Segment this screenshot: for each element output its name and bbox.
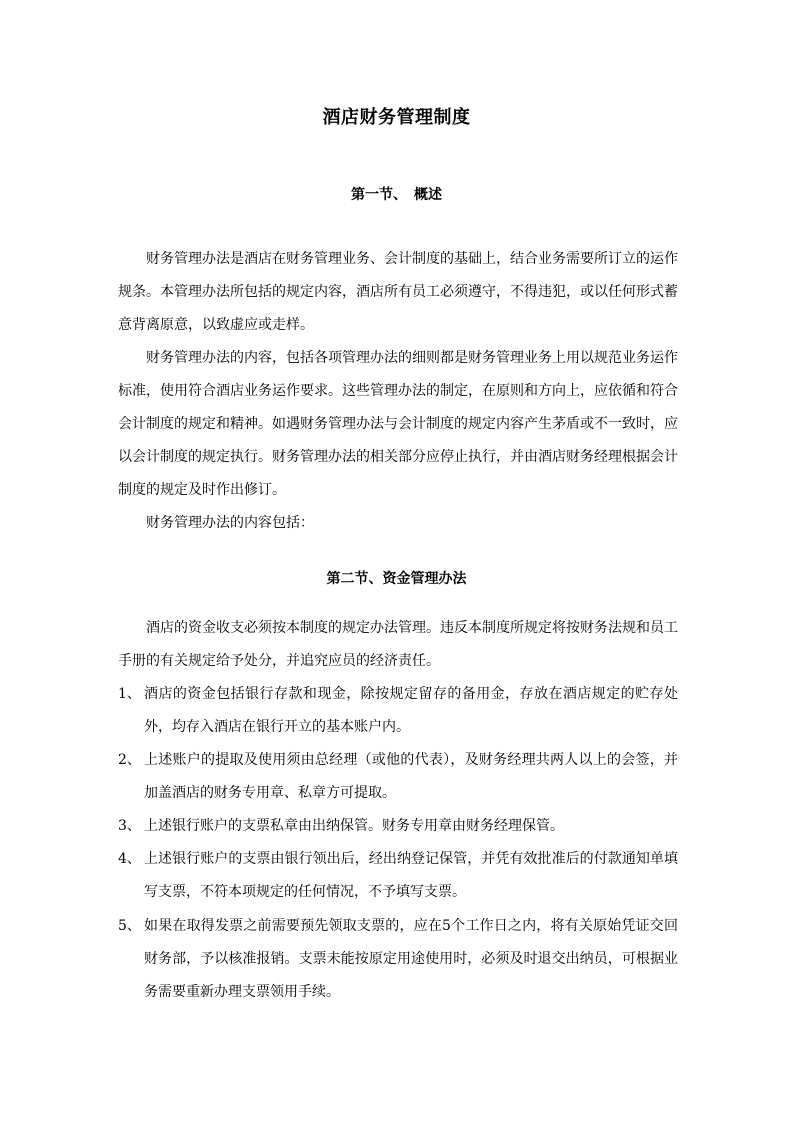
- list-number: 3、: [118, 818, 141, 834]
- list-text: 上述账户的提取及使用须由总经理（或他的代表），及财务经理共两人以上的会签，并加盖酒店的财务专用章、私章方可提取。: [144, 752, 678, 801]
- list-number: 4、: [118, 851, 141, 867]
- list-text: 如果在取得发票之前需要预先领取支票的，应在5个工作日之内，将有关原始凭证交回财务部，予以核准报销。支票未能按原定用途使用时，必须及时退交出纳员，可根据业务需要重新办理支票领用手续。: [144, 918, 678, 1000]
- list-item-4: [118, 843, 678, 909]
- list-text: 酒店的资金包括银行存款和现金，除按规定留存的备用金，存放在酒店规定的贮存处外，均存入酒店在银行开立的基本账户内。: [144, 686, 678, 735]
- document-title: 酒店财务管理制度: [322, 107, 471, 128]
- section-1-heading: 第一节、 概述: [351, 187, 442, 203]
- list-item-5: [118, 910, 678, 1009]
- list-text: 上述银行账户的支票私章由出纳保管。财务专用章由财务经理保管。: [144, 818, 564, 834]
- section-1-paragraph-3: 财务管理办法的内容包括：: [146, 515, 314, 531]
- list-item-3: [118, 810, 678, 843]
- section-2-intro: 酒店的资金收支必须按本制度的规定办法管理。违反本制度所规定将按财务法规和员工手册的有关规定给予处分，并追究应员的经济责任。: [118, 620, 678, 669]
- section-2-heading: 第二节、资金管理办法: [326, 571, 467, 587]
- list-item-2: [118, 744, 678, 810]
- list-number: 5、: [118, 918, 141, 934]
- section-1-paragraph-1: 财务管理办法是酒店在财务管理业务、会计制度的基础上，结合业务需要所订立的运作规条。本管理办法所包括的规定内容，酒店所有员工必须遵守，不得违犯，或以任何形式蓄意背离原意，以致虚应或走样。: [118, 251, 678, 333]
- list-item-1: [118, 678, 678, 744]
- list-number: 2、: [118, 752, 141, 768]
- list-number: 1、: [118, 686, 141, 702]
- section-1-paragraph-2: 财务管理办法的内容，包括各项管理办法的细则都是财务管理业务上用以规范业务运作标准，使用符合酒店业务运作要求。这些管理办法的制定，在原则和方向上，应依循和符合会计制度的规定和精神。如遇财务管理办法与会计制度的规定内容产生茅盾或不一致时，应以会计制度的规定执行。财务管理办法的相关部分应停止执行，并由酒店财务经理根据会计制度的规定及时作出修订。: [118, 350, 678, 498]
- list-text: 上述银行账户的支票由银行领出后，经出纳登记保管，并凭有效批准后的付款通知单填写支票，不符本项规定的任何情况，不予填写支票。: [144, 851, 678, 900]
